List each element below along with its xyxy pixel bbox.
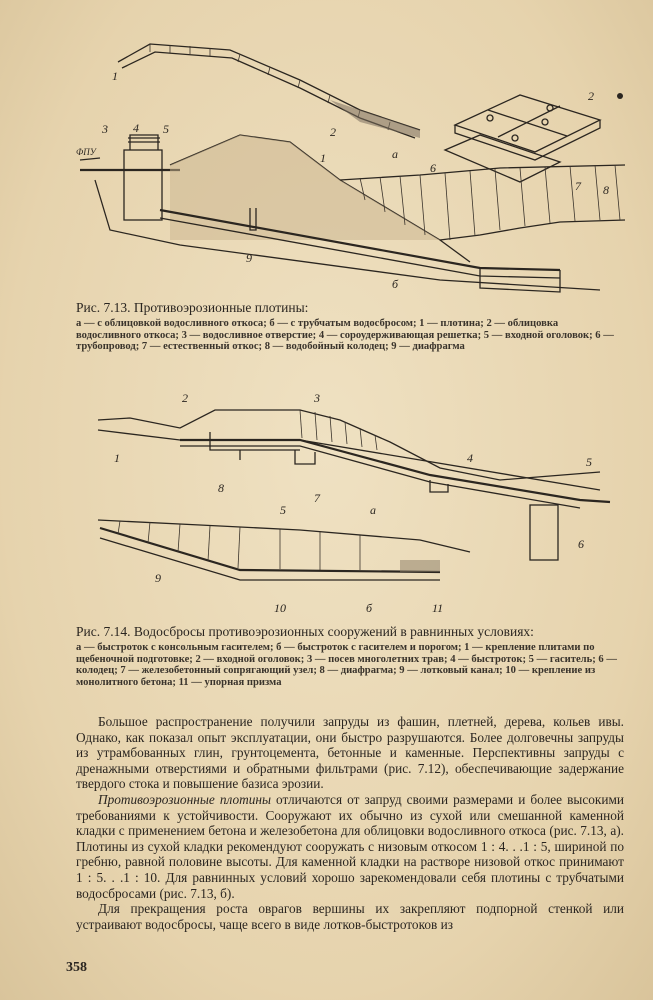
fig1-label-3: 3 — [102, 122, 108, 136]
fig1-label-1: 1 — [112, 69, 118, 83]
figure-7-13-legend: а — с облицовкой водосливного откоса; б — с трубчатым водосбросом; 1 — плотина; 2 — облицовка водосливного откоса; 3 — водосливное отверстие; 4 — сороудерживающая решетка; 5 — входной оголовок; 6 — трубопровод; 7 — естественный откос; 8 — водобойный колодец; 9 — диафрагма — [76, 318, 614, 353]
fig2-label-10: 10 — [274, 601, 286, 615]
fig2-label-4: 4 — [467, 451, 473, 465]
fig2-label-1: 1 — [114, 451, 120, 465]
body-text — [76, 714, 624, 932]
fig2-label-5: 5 — [586, 455, 592, 469]
fig2-label-b: б — [366, 601, 373, 615]
fig1-label-7: 7 — [575, 179, 581, 193]
fig2-label-3: 3 — [314, 391, 320, 405]
fig1-label-2: 2 — [330, 125, 336, 139]
fig2-label-5b: 5 — [280, 503, 286, 517]
fig2-label-8: 8 — [218, 481, 224, 495]
fig1-label-4: 4 — [133, 121, 139, 135]
figure-7-14-caption — [76, 624, 624, 688]
term-italic: Противоэрозионные плотины — [98, 791, 271, 807]
paragraph-1: Большое распространение получили запруды из фашин, плетней, дерева, кольев ивы. Однако, как показал опыт эксплуатации, они быстро разрушаются. Более долговечны запруды из утрамбованных глин, грунтоцемента, бетонные и каменные. Перспективны запруды с дренажными отверстиями и обратными фильтрами (рис. 7.12), обеспечивающие задержание твердого стока и повышение базиса эрозии. — [76, 714, 624, 792]
paragraph-2 — [76, 792, 624, 901]
fig1-label-5: 5 — [163, 122, 169, 136]
paragraph-2-text: отличаются от запруд своими размерами и более высокими требованиями к устойчивости. Сооружают их обычно из сухой или смешанной каменной кладки с применением бетона и железобетона для облицовки водосливного откоса (рис. 7.13, а). Плотины из сухой кладки рекомендуют сооружать с низовым откосом 1 : 4. . .1 : 5, шириной по гребню, равной половине высоты. Для каменной кладки на растворе низовой откос принимают 1 : 5. . .1 : 10. Для равнинных условий хорошо зарекомендовали себя плотины с трубчатыми водосбросами (рис. 7.13, б). — [76, 791, 624, 901]
fig2-label-a: а — [370, 503, 376, 517]
fig2-label-9: 9 — [155, 571, 161, 585]
fig1-label-8: 8 — [603, 183, 609, 197]
paragraph-3: Для прекращения роста оврагов вершины их закрепляют подпорной стенкой или устраивают водосбросы, чаще всего в виде лотков-быстротоков из — [76, 901, 624, 932]
figure-7-14-legend: а — быстроток с консольным гасителем; б — быстроток с гасителем и порогом; 1 — крепление плитами по щебеночной подготовке; 2 — входной оголовок; 3 — посев многолетних трав; 4 — быстроток; 5 — гаситель; 6 — колодец; 7 — железобетонный сопрягающий узел; 8 — диафрагма; 9 — лотковый канал; 10 — крепление из монолитного бетона; 11 — упорная призма — [76, 642, 617, 688]
fig1-label-1b: 1 — [320, 151, 326, 165]
fig1-label-9: 9 — [246, 251, 252, 265]
figure-7-14-drawing — [0, 380, 653, 620]
fig1-label-b: б — [392, 277, 399, 291]
fig1-label-a: а — [392, 147, 398, 161]
fig1-label-2b: 2 — [588, 89, 594, 103]
fig1-label-fpu: ФПУ — [76, 147, 96, 157]
figure-7-13-drawing — [0, 30, 653, 295]
figure-7-13-caption — [76, 300, 624, 353]
figure-7-13-title: Рис. 7.13. Противоэрозионные плотины: — [76, 300, 309, 315]
figure-7-14-title: Рис. 7.14. Водосбросы противоэрозионных сооружений в равнинных условиях: — [76, 624, 534, 639]
fig2-label-7: 7 — [314, 491, 320, 505]
fig2-label-11: 11 — [432, 601, 444, 615]
page-number: 358 — [66, 960, 87, 975]
fig2-label-6: 6 — [578, 537, 584, 551]
fig1-label-6: 6 — [430, 161, 436, 175]
fig2-label-2: 2 — [182, 391, 188, 405]
